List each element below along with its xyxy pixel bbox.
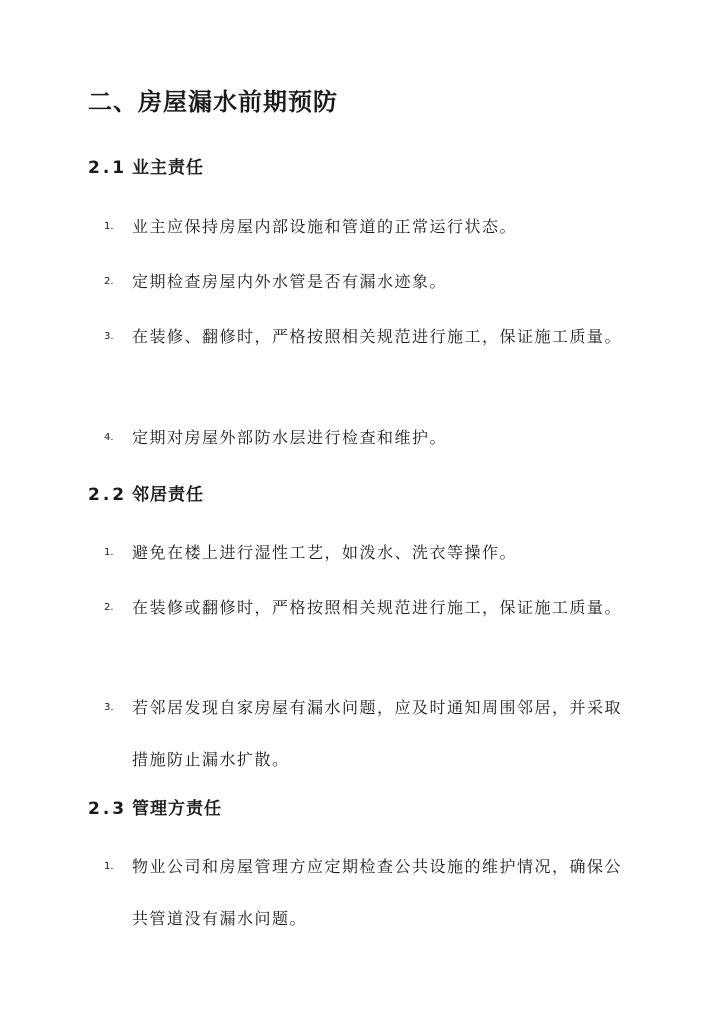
list-marker: 1. (104, 547, 114, 558)
list-marker: 4. (104, 432, 114, 443)
page-title: 二、房屋漏水前期预防 (88, 88, 338, 116)
section-heading-2-2 (88, 483, 204, 507)
list-marker: 1. (104, 861, 114, 872)
list-item-text: 避免在楼上进行湿性工艺，如泼水、洗衣等操作。 (132, 543, 518, 562)
section-heading-2-3 (88, 797, 222, 821)
list-marker: 1. (104, 221, 114, 232)
list-item (104, 311, 632, 363)
section-number: 2.2 (88, 485, 128, 505)
list-item (104, 841, 632, 945)
list-item (104, 682, 632, 786)
section-title: 邻居责任 (132, 485, 204, 505)
list-item (104, 582, 632, 634)
section-number: 2.1 (88, 158, 128, 178)
list-item-text: 定期对房屋外部防水层进行检查和维护。 (132, 428, 448, 447)
list-item-text: 在装修、翻修时，严格按照相关规范进行施工，保证施工质量。 (132, 327, 623, 346)
list-item-text: 业主应保持房屋内部设施和管道的正常运行状态。 (132, 217, 518, 236)
section-title: 业主责任 (132, 158, 204, 178)
list-item (104, 527, 632, 579)
list-item-text: 在装修或翻修时，严格按照相关规范进行施工，保证施工质量。 (132, 598, 623, 617)
section-title: 管理方责任 (132, 799, 222, 819)
list-item (104, 256, 632, 308)
list-marker: 2. (104, 276, 114, 287)
list-item (104, 201, 632, 253)
list-item-text: 定期检查房屋内外水管是否有漏水迹象。 (132, 272, 448, 291)
section-number: 2.3 (88, 799, 128, 819)
list-marker: 2. (104, 602, 114, 613)
list-marker: 3. (104, 702, 114, 713)
list-marker: 3. (104, 331, 114, 342)
list-item-text: 物业公司和房屋管理方应定期检查公共设施的维护情况，确保公共管道没有漏水问题。 (132, 857, 623, 928)
list-item-text: 若邻居发现自家房屋有漏水问题，应及时通知周围邻居，并采取措施防止漏水扩散。 (132, 698, 623, 769)
list-item (104, 412, 632, 464)
section-heading-2-1 (88, 156, 204, 180)
